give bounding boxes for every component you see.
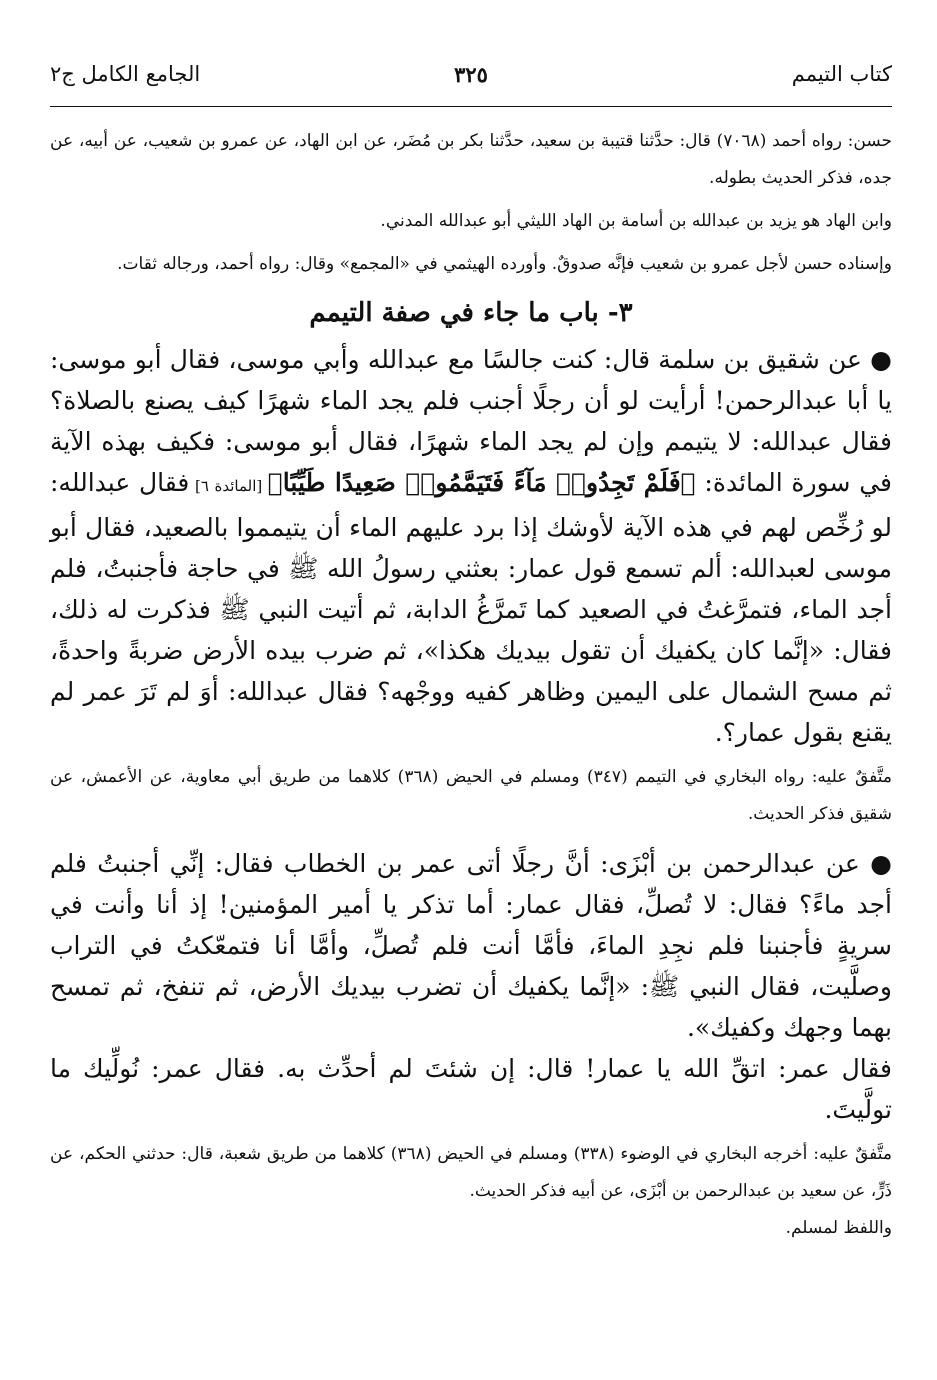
book-page	[50, 58, 892, 1247]
hadith-paragraph: فقال عمر: اتقِّ الله يا عمار! قال: إن شئتَ لم أحدِّث به. فقال عمر: نُولِّيك ما تولَّيتَ.	[50, 1054, 892, 1124]
hadith-text: ● عن شقيق بن سلمة قال: كنت جالسًا مع عبدالله وأبي موسى، فقال أبو موسى: يا أبا عبدالرحمن! أرأيت لو أن رجلًا أجنب فلم يجد الماء شهرًا كيف يصنع بالصلاة؟ فقال عبدالله: لا يتيمم وإن لم يجد الماء شهرًا، فقال أبو موسى: فكيف بهذه الآية في سورة المائدة:	[50, 345, 892, 497]
footnote-paragraph: وابن الهاد هو يزيد بن عبدالله بن أسامة بن الهاد الليثي أبو عبدالله المدني.	[380, 211, 892, 231]
footnote-paragraph: وإسناده حسن لأجل عمرو بن شعيب فإنَّه صدوقٌ. وأورده الهيثمي في «المجمع» وقال: رواه أحمد، ورجاله ثقات.	[117, 254, 892, 274]
footnote-paragraph: حسن: رواه أحمد (٧٠٦٨) قال: حدَّثنا قتيبة بن سعيد، حدَّثنا بكر بن مُضَر، عن ابن الهاد، عن عمرو بن شعيب، عن أبيه، عن جده، فذكر الحديث بطوله.	[50, 131, 892, 188]
takhrij-note: متَّفقٌ عليه: أخرجه البخاري في الوضوء (٣٣٨) ومسلم في الحيض (٣٦٨) كلاهما من طريق شعبة، قال: حدثني الحكم، عن ذَرٍّ، عن سعيد بن عبدالرحمن بن أبْزَى، عن أبيه فذكر الحديث.	[50, 1144, 892, 1201]
hadith-paragraph	[50, 339, 892, 753]
page-header	[50, 58, 892, 107]
takhrij-note: واللفظ لمسلم.	[785, 1218, 892, 1238]
page-number: ٣٢٥	[454, 62, 488, 87]
book-title: كتاب التيمم	[791, 62, 892, 86]
hadith-paragraph: ● عن عبدالرحمن بن أبْزَى: أنَّ رجلًا أتى عمر بن الخطاب فقال: إنِّي أجنبتُ فلم أجد ماءً؟ فقال: لا تُصلِّ، فقال عمار: أما تذكر يا أمير المؤمنين! إذ أنا وأنت في سريةٍ فأجنبنا فلم نجِدِ الماءَ، فأمَّا أنت فلم تُصلِّ، وأمَّا أنا فتمعّكتُ في التراب وصلَّيت، فقال النبي ﷺ: «إنَّما يكفيك أن تضرب بيديك الأرض، ثم تنفخ، ثم تمسح بهما وجهك وكفيك».	[50, 849, 892, 1042]
verse-reference: [المائدة ٦]	[189, 477, 268, 495]
volume-title: الجامع الكامل ج٢	[50, 62, 201, 86]
chapter-title: ٣- باب ما جاء في صفة التيمم	[309, 298, 633, 328]
quran-verse: ﴿فَلَمْ تَجِدُوا۟ مَآءً فَتَيَمَّمُوا۟ صَعِيدًا طَيِّبًا﴾	[267, 468, 696, 497]
takhrij-note: متَّفقٌ عليه: رواه البخاري في التيمم (٣٤٧) ومسلم في الحيض (٣٦٨) كلاهما من طريق أبي معاوية، عن الأعمش، عن شقيق فذكر الحديث.	[50, 767, 892, 824]
hadith-text: فقال عبدالله: لو رُخِّص لهم في هذه الآية لأوشك إذا برد عليهم الماء أن يتيمموا بالصعيد، فقال أبو موسى لعبدالله: ألم تسمع قول عمار: بعثني رسولُ الله ﷺ في حاجة فأجنبتُ، فلم أجد الماء، فتمرَّغتُ في الصعيد كما تَمرَّغُ الدابة، ثم أتيت النبي ﷺ فذكرت له ذلك، فقال: «إنَّما كان يكفيك أن تقول بيديك هكذا»، ثم ضرب بيده الأرض ضربةً واحدةً، ثم مسح الشمال على اليمين وظاهر كفيه ووجْهه؟ فقال عبدالله: أوَ لم تَرَ عمر لم يقنع بقول عمار؟.	[50, 468, 892, 747]
